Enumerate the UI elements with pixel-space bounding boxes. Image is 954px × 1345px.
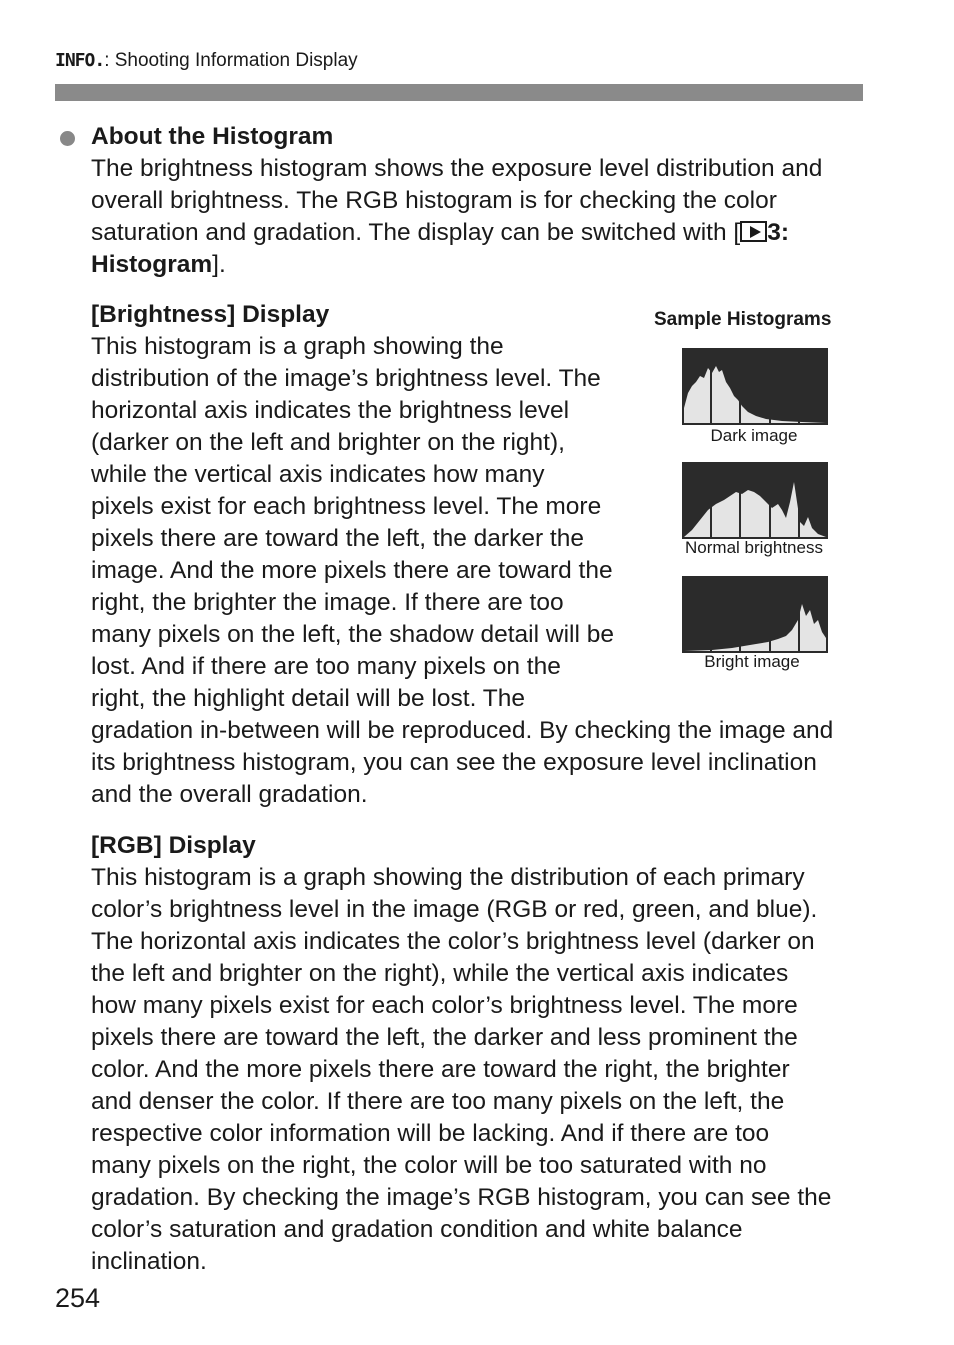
rgb-line-2: color’s brightness level in the image (RGB or red, green, and blue).	[91, 896, 818, 923]
playback-icon	[740, 221, 767, 242]
normal-histogram	[682, 462, 828, 539]
info-button-icon: INFO.	[55, 50, 105, 71]
page-number: 254	[55, 1283, 101, 1313]
rgb-line-8: and denser the color. If there are too many pixels on the left, the	[91, 1088, 785, 1115]
rgb-heading: [RGB] Display	[91, 832, 256, 859]
brightness-line-1: This histogram is a graph showing the	[91, 333, 504, 360]
brightness-line-10: many pixels on the left, the shadow detail will be	[91, 621, 614, 648]
brightness-line-15: and the overall gradation.	[91, 781, 368, 808]
rgb-line-5: how many pixels exist for each color’s brightness level. The more	[91, 992, 798, 1019]
page-header	[55, 50, 358, 72]
bright-image-caption: Bright image	[704, 652, 800, 671]
sample-histograms-title: Sample Histograms	[654, 309, 832, 330]
brightness-line-2: distribution of the image’s brightness level. The	[91, 365, 601, 392]
header-title: : Shooting Information Display	[104, 50, 358, 71]
intro-line-1: The brightness histogram shows the exposure level distribution and	[91, 155, 823, 182]
brightness-line-4: (darker on the left and brighter on the right),	[91, 429, 565, 456]
brightness-line-8: image. And the more pixels there are toward the	[91, 557, 613, 584]
dark-histogram	[682, 348, 828, 425]
rgb-line-13: inclination.	[91, 1248, 207, 1275]
bullet-icon	[60, 131, 75, 146]
brightness-line-9: right, the brighter the image. If there are too	[91, 589, 564, 616]
normal-brightness-caption: Normal brightness	[685, 538, 823, 557]
rgb-line-1: This histogram is a graph showing the distribution of each primary	[91, 864, 805, 891]
brightness-line-5: while the vertical axis indicates how many	[91, 461, 545, 488]
intro-line-2: overall brightness. The RGB histogram is for checking the color	[91, 187, 777, 214]
dark-image-caption: Dark image	[710, 426, 798, 445]
brightness-line-13: gradation in-between will be reproduced. By checking the image and	[91, 717, 834, 744]
brightness-line-12: right, the highlight detail will be lost. The	[91, 685, 525, 712]
rgb-line-11: gradation. By checking the image’s RGB histogram, you can see the	[91, 1184, 832, 1211]
rgb-line-3: The horizontal axis indicates the color’s brightness level (darker on	[91, 928, 815, 955]
brightness-line-6: pixels exist for each brightness level. The more	[91, 493, 602, 520]
rgb-line-10: many pixels on the right, the color will be too saturated with no	[91, 1152, 767, 1179]
rgb-line-4: the left and brighter on the right), while the vertical axis indicates	[91, 960, 789, 987]
brightness-line-3: horizontal axis indicates the brightness level	[91, 397, 570, 424]
rgb-line-6: pixels there are toward the left, the darker and less prominent the	[91, 1024, 798, 1051]
rgb-line-9: respective color information will be lacking. And if there are too	[91, 1120, 770, 1147]
bright-histogram	[682, 576, 828, 653]
intro-line-3: saturation and gradation. The display can be switched with [ 3:	[91, 219, 789, 246]
section-heading: About the Histogram	[91, 123, 334, 150]
brightness-line-7: pixels there are toward the left, the darker the	[91, 525, 584, 552]
brightness-heading: [Brightness] Display	[91, 301, 330, 328]
rgb-line-12: color’s saturation and gradation condition and white balance	[91, 1216, 743, 1243]
brightness-line-11: lost. And if there are too many pixels on the	[91, 653, 561, 680]
brightness-line-14: its brightness histogram, you can see the exposure level inclination	[91, 749, 817, 776]
rgb-line-7: color. And the more pixels there are toward the right, the brighter	[91, 1056, 790, 1083]
intro-line-4: Histogram].	[91, 251, 226, 278]
header-rule	[55, 84, 863, 101]
